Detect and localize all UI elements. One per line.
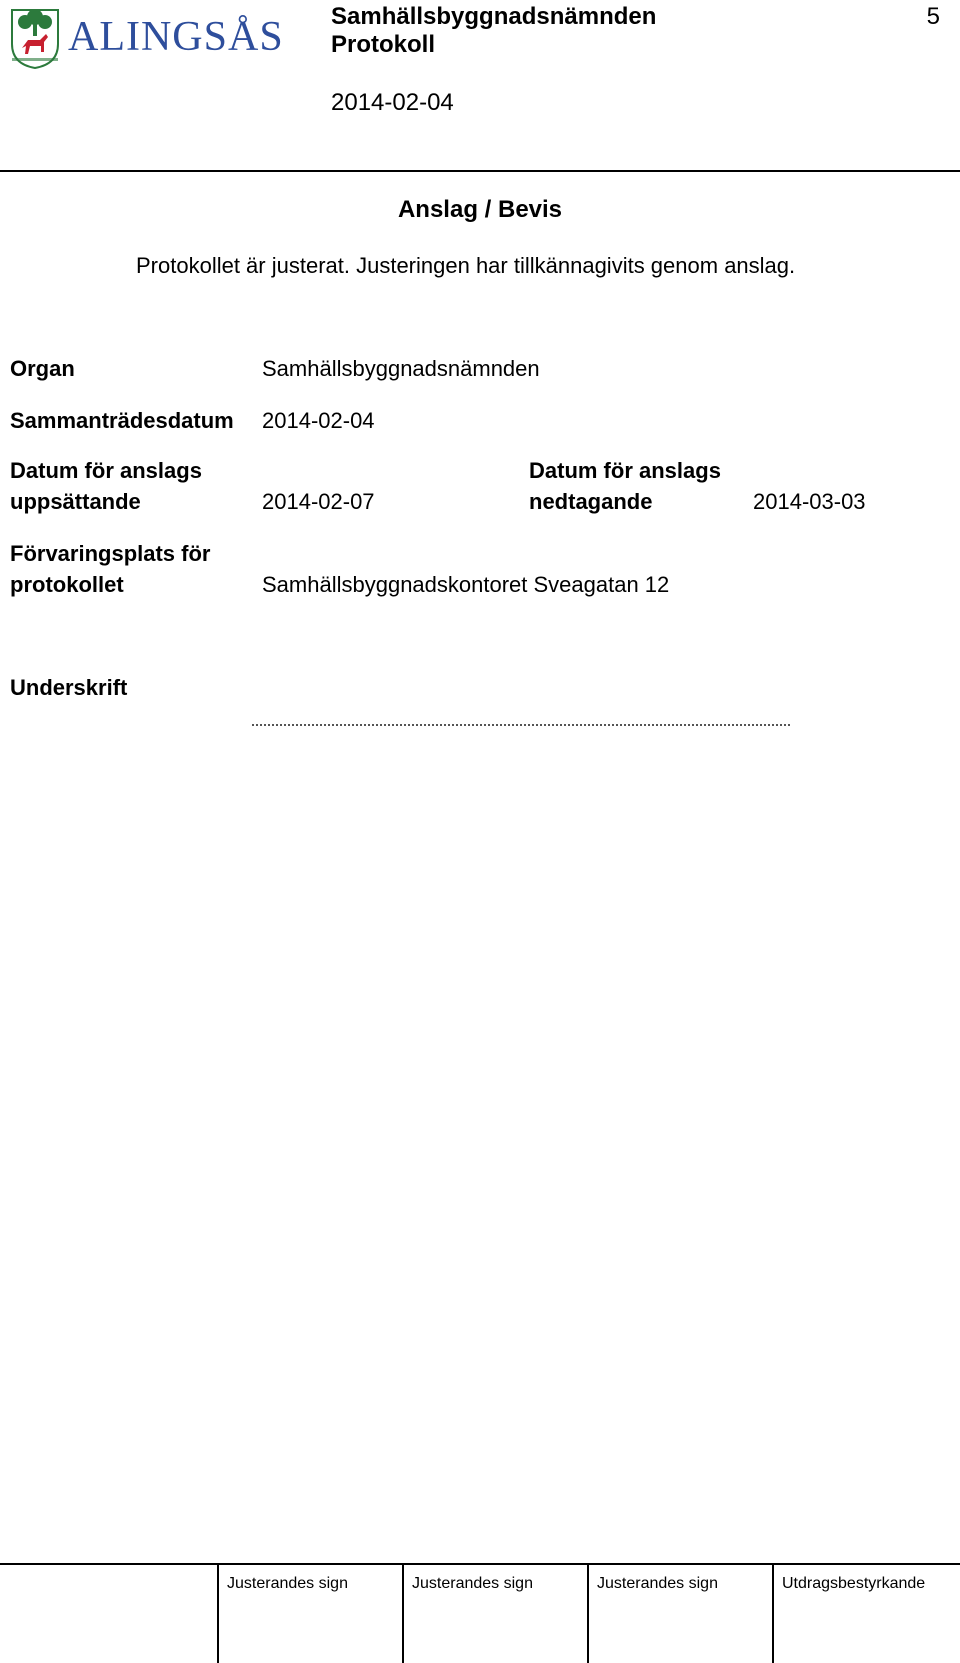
signature-label: Underskrift — [10, 675, 128, 700]
posting-date-label-line2: uppsättande — [10, 489, 141, 514]
removal-date-label-line1: Datum för anslags — [529, 458, 721, 483]
alingsas-logo — [8, 4, 298, 70]
removal-date-label-line2: nedtagande — [529, 489, 653, 514]
footer-sign-label: Justerandes sign — [597, 1575, 718, 1592]
header-divider — [0, 170, 960, 172]
signature-line — [252, 724, 790, 726]
posting-date-value: 2014-02-07 — [262, 489, 375, 514]
header-date: 2014-02-04 — [331, 89, 454, 116]
storage-value: Samhällsbyggnadskontoret Sveagatan 12 — [262, 572, 670, 597]
organ-value: Samhällsbyggnadsnämnden — [262, 356, 540, 381]
footer-certify-label: Utdragsbestyrkande — [782, 1575, 926, 1592]
footer-sign-label: Justerandes sign — [412, 1575, 533, 1592]
page-number: 5 — [926, 3, 940, 30]
committee-name: Samhällsbyggnadsnämnden — [331, 3, 657, 30]
organ-label: Organ — [10, 356, 75, 381]
footer-sign-box-2 — [402, 1563, 587, 1663]
coat-of-arms-icon — [8, 4, 298, 70]
posting-date-label-line1: Datum för anslags — [10, 458, 202, 483]
document-type: Protokoll — [331, 31, 436, 58]
logo-wordmark: ALINGSÅS — [68, 14, 284, 60]
meeting-date-label: Sammanträdesdatum — [10, 408, 234, 433]
footer-sign-box-3 — [587, 1563, 772, 1663]
notice-title: Anslag / Bevis — [397, 196, 563, 223]
footer-certify-box — [772, 1563, 960, 1663]
meeting-date-value: 2014-02-04 — [262, 408, 375, 433]
notice-lead: Protokollet är justerat. Justeringen har tillkännagivits genom anslag. — [136, 253, 796, 278]
storage-label-line1: Förvaringsplats för — [10, 541, 211, 566]
removal-date-value: 2014-03-03 — [753, 489, 866, 514]
footer-sign-label: Justerandes sign — [227, 1575, 348, 1592]
footer-sign-box-1 — [217, 1563, 402, 1663]
storage-label-line2: protokollet — [10, 572, 124, 597]
